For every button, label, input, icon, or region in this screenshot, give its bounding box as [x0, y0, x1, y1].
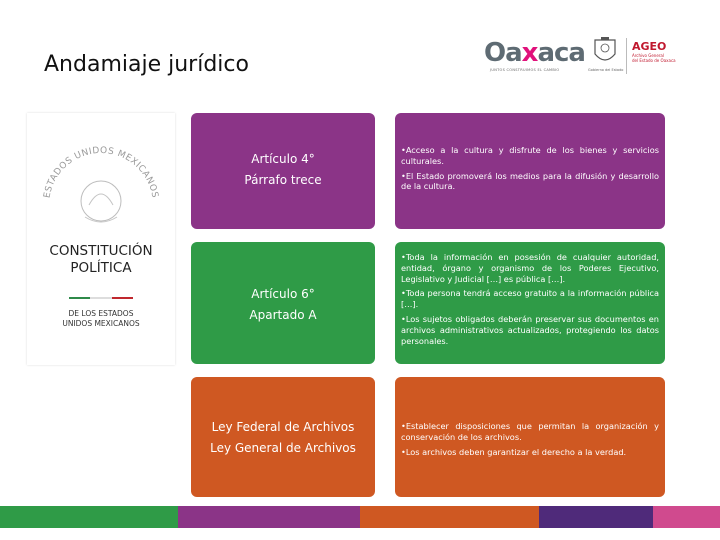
oaxaca-tagline: JUNTOS CONSTRUIMOS EL CAMBIO — [490, 68, 560, 72]
row-1-label-line2: Párrafo trece — [244, 173, 322, 187]
cover-subtitle — [27, 309, 175, 329]
row-2-bullet-1: •Toda la información en posesión de cualquier autoridad, entidad, órgano y organismo de los Poderes Ejecutivo, Legislativo y Judicial […] es pública […]. — [401, 252, 659, 284]
row-2-label — [191, 284, 375, 326]
constitution-cover — [27, 113, 175, 365]
bottom-bar-segment-1 — [0, 506, 178, 528]
ageo-sub1: Archivo General — [632, 53, 664, 58]
row-3-text-box — [395, 377, 665, 497]
national-coat-of-arms-icon — [27, 113, 175, 238]
row-3-bullet-2: •Los archivos deben garantizar el derecho a la verdad. — [401, 446, 627, 457]
cover-sub-line2: UNIDOS MEXICANOS — [62, 319, 140, 328]
row-1-label — [191, 149, 375, 191]
row-2-bullet-3: •Los sujetos obligados deberán preservar sus documentos en archivos administrativos actualizados, protegiendo los datos personales. — [401, 313, 659, 346]
oaxaca-logo-prefix: Oa — [484, 38, 522, 68]
cover-title-line2: POLÍTICA — [70, 260, 132, 276]
oaxaca-logo-x: x — [521, 38, 538, 68]
row-1-bullet-2: •El Estado promoverá los medios para la difusión y desarrollo de la cultura. — [401, 170, 659, 192]
row-2-bullet-2: •Toda persona tendrá acceso gratuito a la información pública […]. — [401, 288, 659, 310]
ageo-sub2: del Estado de Oaxaca — [632, 58, 676, 63]
row-3-label — [191, 417, 375, 459]
row-1-text-box — [395, 113, 665, 229]
page-title: Andamiaje jurídico — [44, 52, 249, 77]
row-1-bullet-1: •Acceso a la cultura y disfrute de los bienes y servicios culturales. — [401, 145, 659, 166]
row-2-label-line1: Artículo 6° — [251, 287, 315, 301]
ageo-logo — [632, 40, 680, 63]
flag-stripe — [69, 297, 133, 299]
bottom-bar-segment-4 — [539, 506, 653, 528]
state-seal-icon — [592, 36, 618, 66]
row-2-text — [401, 252, 659, 350]
row-3-label-line1: Ley Federal de Archivos — [211, 420, 355, 434]
row-1-label-line1: Artículo 4° — [251, 152, 315, 166]
row-1-text — [401, 145, 659, 196]
row-3-label-line2: Ley General de Archivos — [210, 441, 356, 455]
seal-caption: Gobierno del Estado — [588, 68, 624, 72]
oaxaca-logo — [484, 38, 585, 68]
row-3-label-box — [191, 377, 375, 497]
bottom-bar-segment-5 — [653, 506, 720, 528]
row-2-text-box — [395, 242, 665, 364]
bottom-bar-segment-2 — [178, 506, 360, 528]
bottom-bar-segment-3 — [360, 506, 539, 528]
cover-title-line1: CONSTITUCIÓN — [49, 243, 153, 259]
svg-text:ESTADOS UNIDOS MEXICANOS — [42, 146, 159, 199]
cover-arc-text: ESTADOS UNIDOS MEXICANOS — [42, 145, 160, 199]
header-logos — [484, 36, 684, 80]
row-2-label-line2: Apartado A — [249, 308, 317, 322]
cover-sub-line1: DE LOS ESTADOS — [68, 309, 134, 318]
logo-divider — [626, 38, 627, 74]
row-3-text — [401, 421, 659, 461]
row-3-bullet-1: •Establecer disposiciones que permitan la organización y conservación de los archivos. — [401, 421, 659, 442]
row-1-label-box — [191, 113, 375, 229]
cover-title — [27, 243, 175, 277]
oaxaca-logo-suffix: aca — [537, 38, 585, 68]
row-2-label-box — [191, 242, 375, 364]
ageo-mark: AGEO — [632, 40, 667, 53]
